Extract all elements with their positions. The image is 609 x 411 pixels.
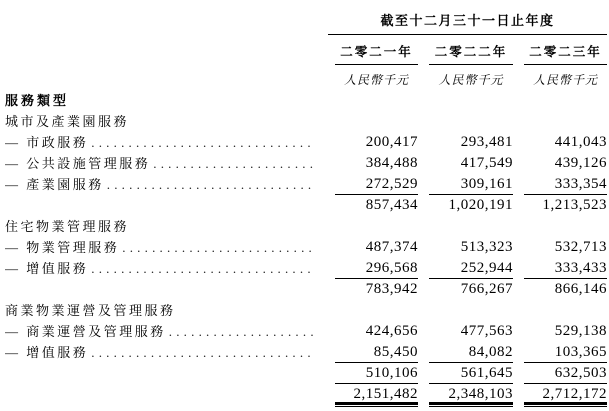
subtotal-2022: 766,267: [460, 281, 513, 297]
table-header-years: [5, 35, 607, 65]
currency-unit-2021: 人民幣千元: [343, 73, 409, 87]
value-2021: 424,656: [365, 323, 418, 339]
subtotal-2023: 632,503: [524, 363, 607, 384]
item-label: — 產業園服務: [5, 177, 104, 192]
value-2023: 439,126: [554, 155, 607, 171]
value-2022: 309,161: [429, 174, 513, 195]
table-row-section: [5, 216, 607, 237]
table-row-section: [5, 300, 607, 321]
value-2023: 441,043: [554, 134, 607, 150]
total-2022: 2,348,103: [429, 384, 513, 405]
table-row-item: [5, 321, 607, 342]
subtotal-2023: 1,213,523: [542, 197, 607, 213]
subtotal-2021: 857,434: [365, 197, 418, 213]
table-row-subtotal: [5, 195, 607, 216]
value-2021: 487,374: [365, 239, 418, 255]
value-2021: 296,568: [335, 258, 418, 279]
value-2022: 513,323: [460, 239, 513, 255]
table-row-item: [5, 153, 607, 174]
subtotal-2021: 510,106: [335, 363, 418, 384]
value-2023: 532,713: [554, 239, 607, 255]
value-2023: 103,365: [524, 342, 607, 363]
section-label: 商業物業運營及管理服務: [5, 303, 176, 318]
table-row-subtotal: [5, 363, 607, 384]
table-row-item: [5, 174, 607, 195]
value-2021: 85,450: [335, 342, 418, 363]
item-label: — 增值服務: [5, 261, 89, 276]
value-2022: 84,082: [429, 342, 513, 363]
value-2023: 333,354: [524, 174, 607, 195]
currency-unit-2023: 人民幣千元: [532, 73, 598, 87]
currency-unit-2022: 人民幣千元: [438, 73, 504, 87]
value-2022: 417,549: [460, 155, 513, 171]
subtotal-2023: 866,146: [554, 281, 607, 297]
table-row-section: [5, 111, 607, 132]
dot-leader: [91, 261, 314, 277]
value-2023: 529,138: [554, 323, 607, 339]
table-row-heading: [5, 90, 607, 111]
table-row-total: [5, 384, 607, 405]
value-2021: 272,529: [335, 174, 418, 195]
value-2022: 477,563: [460, 323, 513, 339]
subtotal-2022: 1,020,191: [448, 197, 513, 213]
dot-leader: [91, 135, 314, 151]
table-row-item: [5, 342, 607, 363]
table-row-item: [5, 258, 607, 279]
item-label: — 物業管理服務: [5, 240, 120, 255]
period-title: 截至十二月三十一日止年度: [328, 8, 607, 35]
value-2022: 252,944: [429, 258, 513, 279]
table-row-item: [5, 237, 607, 258]
value-2021: 200,417: [365, 134, 418, 150]
dot-leader: [122, 240, 314, 256]
dot-leader: [153, 156, 314, 172]
dot-leader: [91, 345, 314, 361]
item-label: — 商業運營及管理服務: [5, 324, 166, 339]
subtotal-2022: 561,645: [429, 363, 513, 384]
total-2023: 2,712,172: [524, 384, 607, 405]
total-2021: 2,151,482: [335, 384, 418, 405]
item-label: — 市政服務: [5, 135, 89, 150]
year-column-2023: 二零二三年: [524, 35, 607, 65]
section-label: 住宅物業管理服務: [5, 219, 130, 234]
value-2021: 384,488: [365, 155, 418, 171]
table-header-units: [5, 65, 607, 90]
dot-leader: [169, 324, 314, 340]
section-heading: 服務類型: [5, 93, 70, 108]
item-label: — 公共設施管理服務: [5, 156, 151, 171]
table-header-period: [5, 8, 607, 35]
value-2023: 333,433: [524, 258, 607, 279]
year-column-2022: 二零二二年: [429, 35, 513, 65]
table-row-item: [5, 132, 607, 153]
item-label: — 增值服務: [5, 345, 89, 360]
year-column-2021: 二零二一年: [335, 35, 418, 65]
dot-leader: [107, 177, 314, 193]
value-2022: 293,481: [460, 134, 513, 150]
section-label: 城市及產業園服務: [5, 114, 130, 129]
table-row-subtotal: [5, 279, 607, 300]
subtotal-2021: 783,942: [365, 281, 418, 297]
